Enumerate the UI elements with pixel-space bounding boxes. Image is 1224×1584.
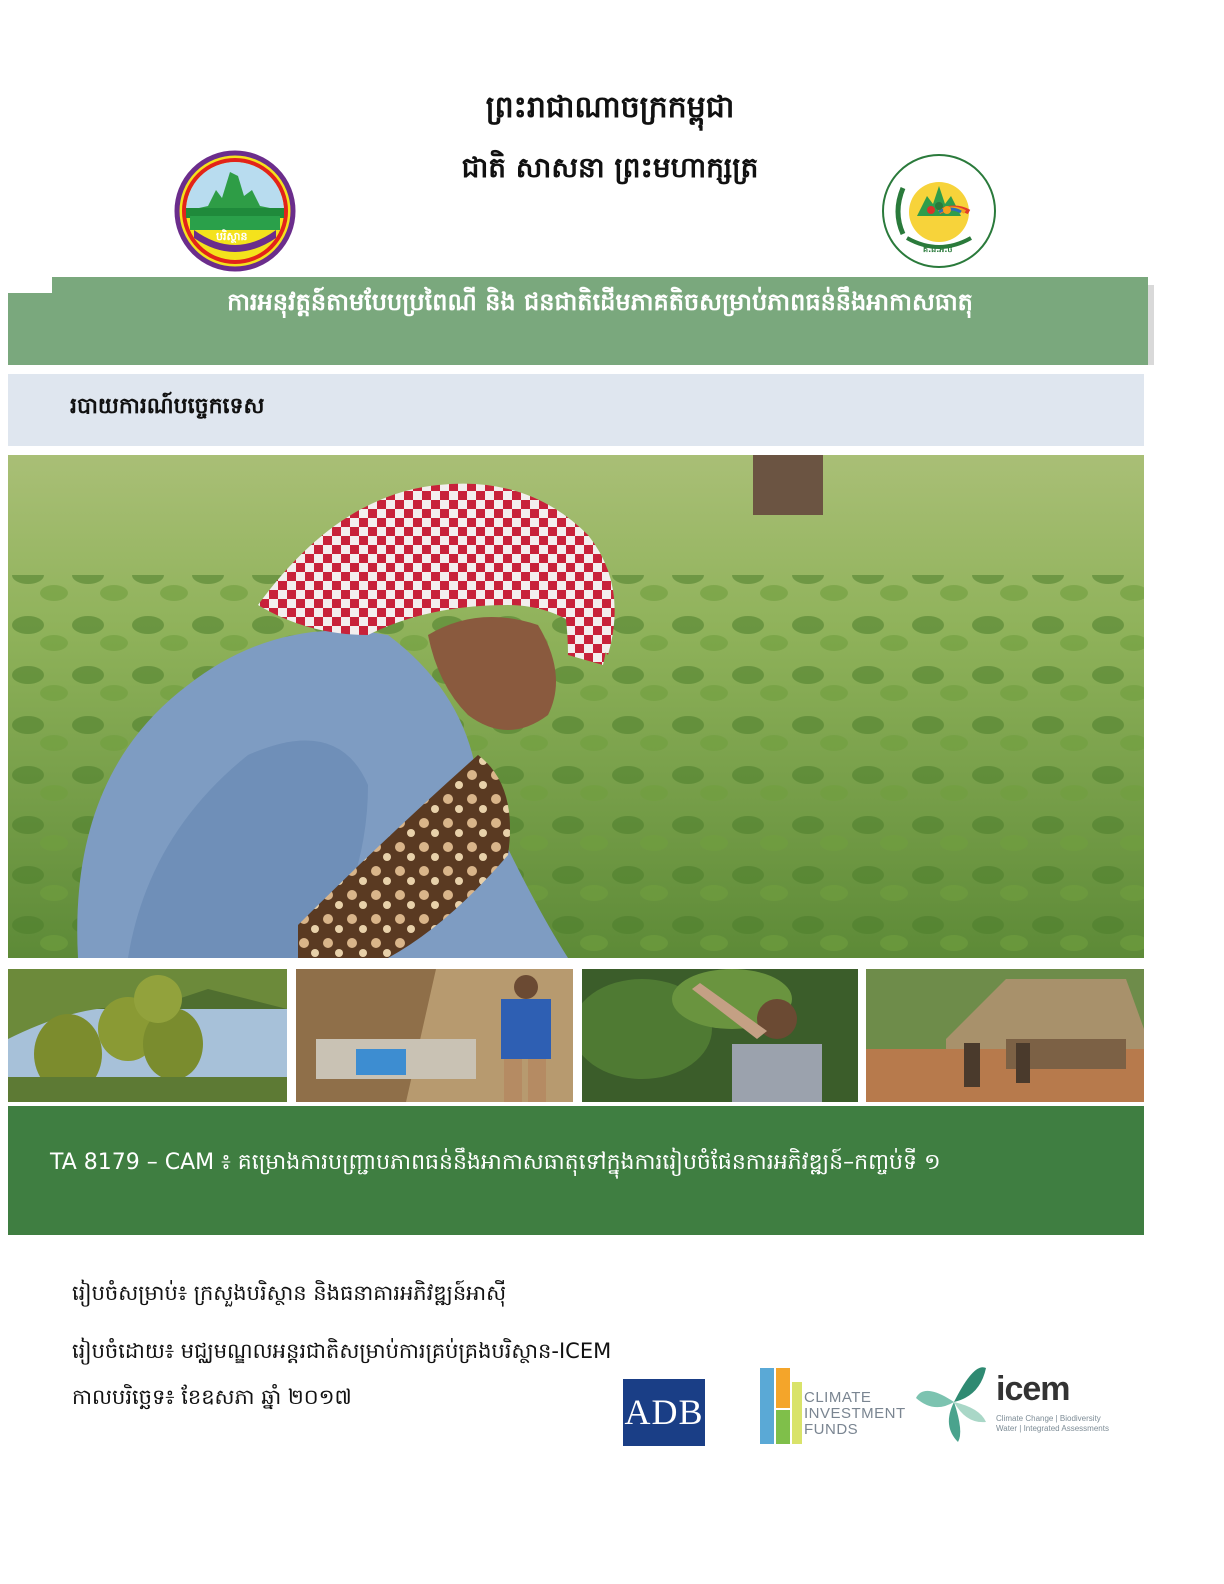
cif-line-1: CLIMATE [804, 1389, 872, 1406]
kingdom-title: ព្រះរាជាណាចក្រកម្ពុជា [485, 90, 735, 125]
banner-notch [8, 277, 52, 293]
ministry-environment-logo [172, 150, 298, 272]
thumb-thatched-house [866, 969, 1144, 1102]
banner-shadow [1148, 285, 1154, 365]
thumb-durian [8, 969, 287, 1102]
prepared-by: រៀបចំដោយ៖ មជ្ឈមណ្ឌលអន្តរជាតិសម្រាប់ការគ្រប់គ្រងបរិស្ថាន-ICEM [72, 1339, 612, 1363]
house-photo-icon [866, 969, 1144, 1102]
orchard-photo-icon [582, 969, 858, 1102]
cif-logo [760, 1368, 910, 1444]
icem-tagline [996, 1414, 1109, 1434]
ncsd-abbr: គ.ជ.អ.ច [923, 245, 953, 254]
hero-photo-farmer-in-field [8, 455, 1144, 958]
ministry-logo-text: បរិស្ថាន [216, 230, 248, 243]
pump-photo-icon [296, 969, 573, 1102]
cif-line-2: INVESTMENT [804, 1405, 906, 1422]
report-date: កាលបរិច្ឆេទ៖ ខែឧសភា ឆ្នាំ ២០១៧ [72, 1385, 352, 1409]
durian-photo-icon [8, 969, 287, 1102]
report-type-label: របាយការណ៍បច្ចេកទេស [70, 394, 265, 419]
adb-logo: ADB [623, 1379, 705, 1446]
ncsd-logo [873, 152, 1005, 270]
report-title: ការអនុវត្តន៍តាមបែបប្រពៃណី និង ជនជាតិដើមភាគតិចសម្រាប់ភាពធន់នឹងអាកាសធាតុ [227, 288, 973, 316]
icem-logo [914, 1362, 1114, 1444]
ministry-environment-emblem-icon [172, 150, 298, 272]
icem-tagline-2: Water | Integrated Assessments [996, 1424, 1109, 1433]
project-title: TA 8179 – CAM ៖ គម្រោងការបញ្ជ្រាបភាពធន់នឹងអាកាសធាតុទៅក្នុងការរៀបចំផែនការអភិវឌ្ឍន៍–កញ្ចប់ទី ១ [50, 1150, 941, 1175]
farmer-photo-icon [8, 455, 1144, 958]
icem-tagline-1: Climate Change | Biodiversity [996, 1414, 1101, 1423]
icem-wordmark: icem [996, 1370, 1070, 1408]
thumb-water-pump [296, 969, 573, 1102]
prepared-for: រៀបចំសម្រាប់៖ ក្រសួងបរិស្ថាន និងធនាគារអភិវឌ្ឍន៍អាស៊ី [72, 1281, 507, 1305]
icem-leaf-icon [914, 1362, 994, 1444]
cif-line-3: FUNDS [804, 1421, 859, 1438]
cif-mark-icon [760, 1368, 804, 1444]
national-motto: ជាតិ សាសនា ព្រះមហាក្សត្រ [461, 151, 759, 184]
cif-wordmark [804, 1390, 906, 1438]
thumb-orchard [582, 969, 858, 1102]
